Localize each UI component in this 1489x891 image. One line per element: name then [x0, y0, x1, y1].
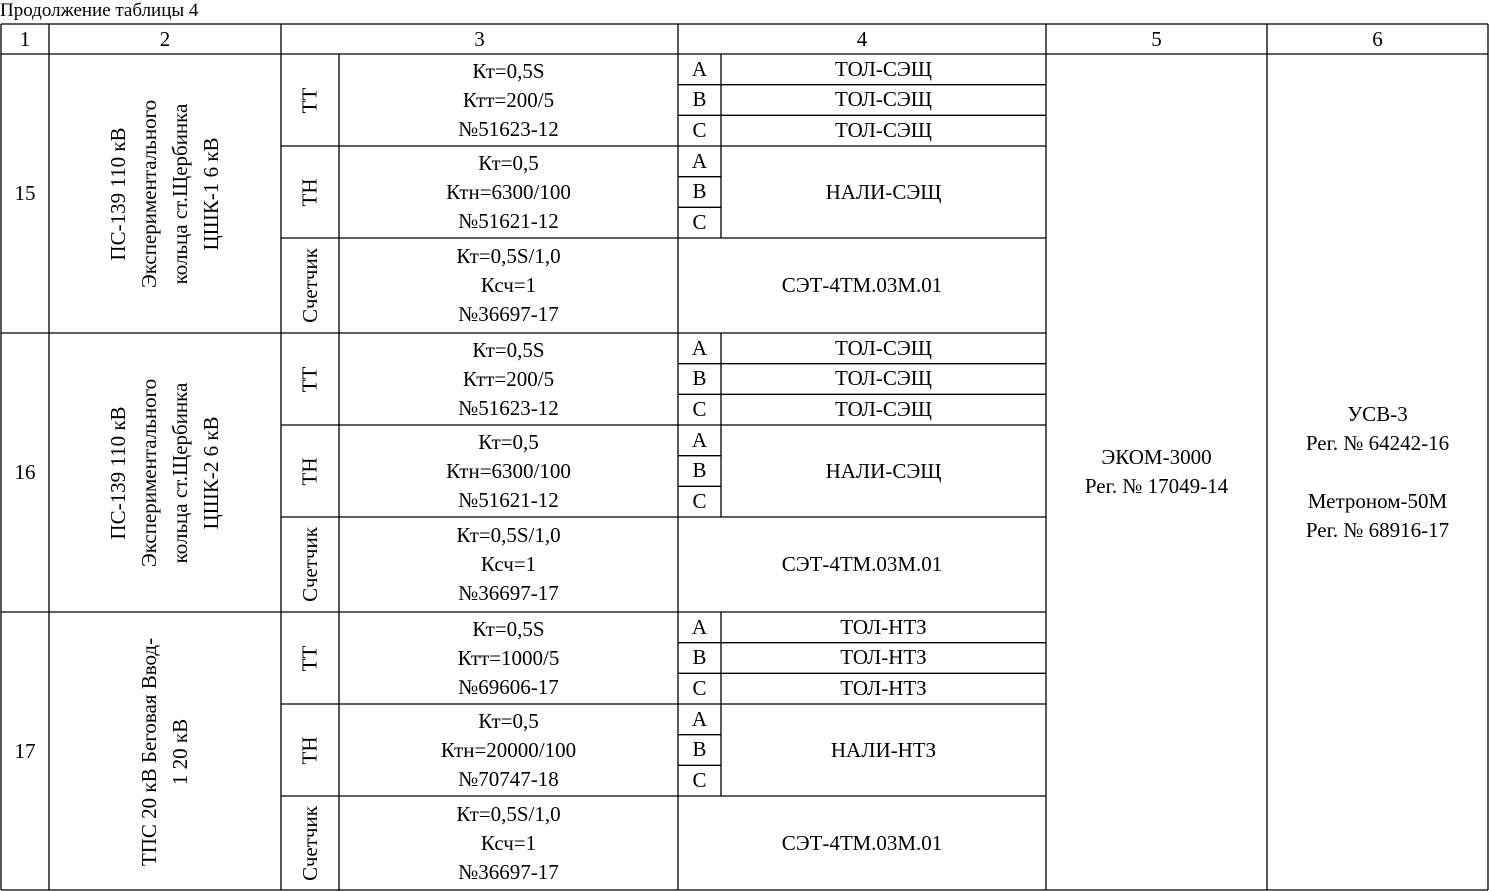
device-params-line: №36697-17 [458, 581, 559, 605]
device-params-line: Ктт=1000/5 [457, 645, 560, 670]
device-type-ТН-line: ТН [297, 736, 322, 764]
phase-label: B [692, 737, 707, 762]
device-type-ТТ [281, 54, 339, 146]
device-params-line: Кт=0,5 [478, 708, 539, 733]
phase-label: A [691, 706, 708, 731]
device-type-Счетчик-line: Счетчик [297, 806, 322, 881]
device-type-ТН [281, 425, 339, 517]
device-model: ТОЛ-СЭЩ [835, 56, 932, 81]
data-controller-line: ЭКОМ-3000 [1101, 445, 1212, 469]
meter-model: СЭТ-4ТМ.03М.01 [781, 552, 943, 576]
data-controller-lines [1085, 443, 1228, 501]
connection-name-line: кольца ст.Щербинка [168, 103, 192, 284]
phase-label: A [691, 427, 708, 452]
connection-name [49, 333, 281, 612]
device-params [339, 425, 678, 517]
phase-label: C [692, 210, 707, 235]
device-params-line: №36697-17 [458, 860, 559, 884]
connection-name [49, 54, 281, 333]
device-type-ТН-line: ТН [297, 457, 322, 485]
device-type-Счетчик-text [296, 527, 325, 602]
phase-label: C [692, 118, 707, 143]
device-type-ТТ-line: ТТ [297, 366, 322, 392]
phase-label: C [692, 768, 707, 793]
device-model: НАЛИ-СЭЩ [825, 458, 942, 483]
device-type-ТН-text [296, 178, 325, 206]
device-params-lines [456, 800, 560, 887]
device-model: ТОЛ-НТЗ [840, 614, 927, 639]
device-params-line: №51621-12 [458, 487, 559, 512]
row-number: 17 [14, 739, 36, 763]
time-sync-device-line: Метроном-50М [1307, 488, 1448, 513]
device-params-line: №70747-18 [458, 766, 559, 791]
device-params-line: Ксч=1 [480, 552, 537, 576]
device-type-Счетчик-line: Счетчик [297, 527, 322, 602]
header-cell-4: 4 [856, 26, 868, 51]
phase-label: B [692, 458, 707, 483]
row-number: 16 [14, 460, 36, 484]
phase-label: C [692, 489, 707, 514]
device-params-line: Ктт=200/5 [462, 366, 555, 391]
connection-name-text [103, 378, 227, 566]
connection-name-line: Экспериментального [137, 378, 161, 567]
time-sync-device [1267, 54, 1488, 890]
table-caption: Продолжение таблицы 4 [0, 0, 199, 21]
device-type-ТН-text [296, 457, 325, 485]
device-type-ТН-line: ТН [297, 178, 322, 206]
time-sync-device-line: Рег. № 68916-17 [1305, 517, 1450, 542]
phase-label: A [691, 56, 708, 81]
header-cell-2: 2 [159, 26, 171, 51]
connection-name-line: 1 20 кВ [168, 718, 192, 785]
data-controller-line: Рег. № 17049-14 [1084, 474, 1229, 498]
connection-name-text [103, 99, 227, 287]
data-controller [1046, 54, 1267, 890]
device-params-lines [458, 615, 560, 702]
device-params-line: Кт=0,5S [472, 616, 545, 641]
device-params-line: Ктт=200/5 [462, 87, 555, 112]
device-params-line: Кт=0,5 [478, 429, 539, 454]
device-params [339, 612, 678, 704]
device-params [339, 517, 678, 612]
connection-name [49, 612, 281, 891]
device-params-lines [441, 707, 576, 794]
device-params-line: №51621-12 [458, 208, 559, 233]
meter-model: СЭТ-4ТМ.03М.01 [781, 273, 943, 297]
device-params-line: Ктн=6300/100 [446, 179, 571, 204]
phase-label: B [692, 179, 707, 204]
device-type-Счетчик [281, 517, 339, 612]
device-model: ТОЛ-НТЗ [840, 676, 927, 701]
device-type-ТТ [281, 333, 339, 425]
meter-model: СЭТ-4ТМ.03М.01 [781, 831, 943, 855]
device-type-Счетчик [281, 796, 339, 891]
phase-label: B [692, 366, 707, 391]
device-model: ТОЛ-СЭЩ [835, 118, 932, 143]
device-params-lines [446, 149, 571, 236]
phase-label: C [692, 676, 707, 701]
device-type-ТТ-text [296, 87, 325, 113]
device-params-line: Ктн=20000/100 [440, 737, 577, 762]
phase-label: A [691, 148, 708, 173]
device-type-ТТ-line: ТТ [297, 87, 322, 113]
device-type-ТТ [281, 612, 339, 704]
device-params-line: Кт=0,5S [472, 58, 545, 83]
connection-name-line: ЦШК-1 6 кВ [199, 136, 223, 251]
device-params-line: Кт=0,5S/1,0 [456, 802, 561, 826]
device-params-line: Ктн=6300/100 [446, 458, 571, 483]
device-type-ТТ-text [296, 366, 325, 392]
connection-name-text [134, 637, 196, 865]
device-type-ТН-text [296, 736, 325, 764]
header-cell-6: 6 [1372, 26, 1383, 51]
device-params-line: Кт=0,5 [478, 150, 539, 175]
header-cell-1: 1 [19, 26, 31, 51]
device-type-Счетчик [281, 238, 339, 333]
header-cell-3: 3 [474, 26, 485, 51]
device-params-lines [458, 336, 559, 423]
device-params-lines [456, 242, 560, 329]
device-params [339, 54, 678, 146]
connection-name-line: ТПС 20 кВ Беговая Ввод- [137, 637, 161, 866]
device-params-line: №51623-12 [458, 116, 559, 141]
device-params [339, 704, 678, 796]
device-type-ТТ-line: ТТ [297, 645, 322, 671]
connection-name-line: ПС-139 110 кВ [106, 405, 130, 540]
device-params-line: №36697-17 [458, 302, 559, 326]
device-params-line: №51623-12 [458, 395, 559, 420]
device-params-line: Кт=0,5S/1,0 [456, 523, 561, 547]
phase-label: B [692, 87, 707, 112]
device-params-line: Ксч=1 [480, 273, 537, 297]
device-params-line: Ксч=1 [480, 831, 537, 855]
device-type-Счетчик-line: Счетчик [297, 248, 322, 323]
phase-label: A [691, 335, 708, 360]
time-sync-device-line: УСВ-3 [1347, 401, 1408, 426]
phase-label: C [692, 397, 707, 422]
device-type-ТТ-text [296, 645, 325, 671]
phase-label: B [692, 645, 707, 670]
device-model: ТОЛ-НТЗ [840, 645, 927, 670]
device-model: ТОЛ-СЭЩ [835, 366, 932, 391]
device-model: НАЛИ-СЭЩ [825, 179, 942, 204]
connection-name-line: ЦШК-2 6 кВ [199, 415, 223, 530]
connection-name-line: Экспериментального [137, 99, 161, 288]
device-model: ТОЛ-СЭЩ [835, 335, 932, 360]
device-params [339, 146, 678, 238]
header-cell-5: 5 [1151, 26, 1162, 51]
device-model: ТОЛ-СЭЩ [835, 87, 932, 112]
device-type-Счетчик-text [296, 248, 325, 323]
device-type-Счетчик-text [296, 806, 325, 881]
device-params-line: №69606-17 [458, 674, 559, 699]
device-params [339, 333, 678, 425]
device-type-ТН [281, 704, 339, 796]
device-model: НАЛИ-НТЗ [830, 737, 937, 762]
connection-name-line: кольца ст.Щербинка [168, 382, 192, 563]
device-type-ТН [281, 146, 339, 238]
device-params-line: Кт=0,5S [472, 337, 545, 362]
row-number: 15 [14, 181, 36, 205]
time-sync-device-lines [1306, 400, 1449, 545]
connection-name-line: ПС-139 110 кВ [106, 126, 130, 261]
device-model: ТОЛ-СЭЩ [835, 397, 932, 422]
device-params [339, 238, 678, 333]
time-sync-device-line: Рег. № 64242-16 [1305, 430, 1450, 455]
device-params-lines [446, 428, 571, 515]
phase-label: A [691, 614, 708, 639]
device-params [339, 796, 678, 891]
device-params-lines [458, 57, 559, 144]
device-params-lines [456, 521, 560, 608]
device-params-line: Кт=0,5S/1,0 [456, 244, 561, 268]
